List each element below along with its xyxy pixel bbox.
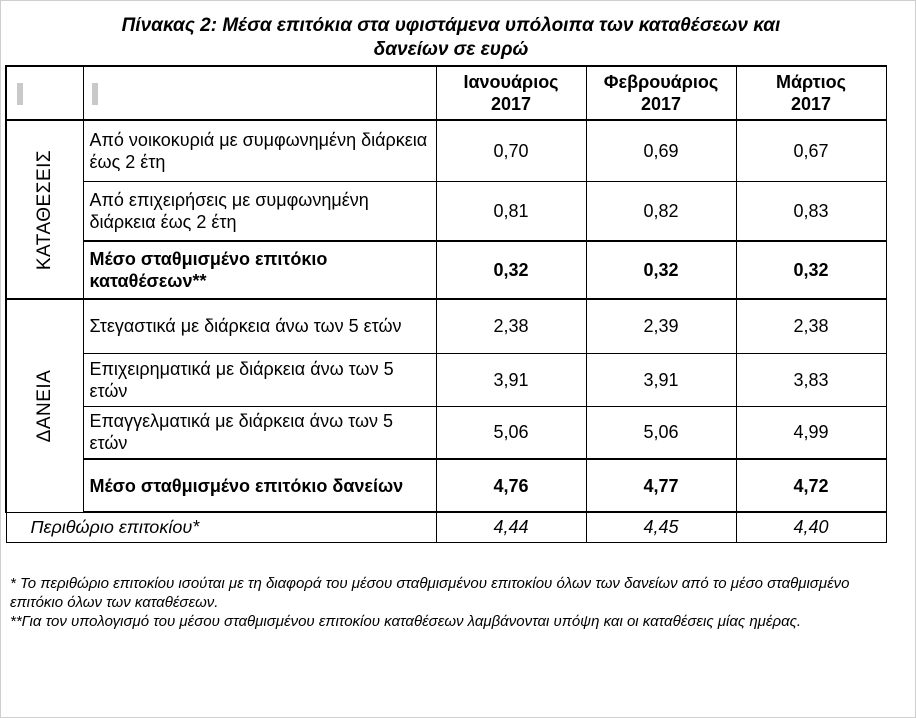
margin-row xyxy=(6,512,886,542)
category-deposits: ΚΑΤΑΘΕΣΕΙΣ xyxy=(6,120,83,299)
value-cell: 4,45 xyxy=(586,512,736,542)
table-row xyxy=(6,406,886,459)
value-cell: 4,99 xyxy=(736,406,886,459)
row-label: Μέσο σταθμισμένο επιτόκιο δανείων xyxy=(83,459,436,512)
value-cell: 5,06 xyxy=(436,406,586,459)
value-cell: 0,67 xyxy=(736,120,886,181)
value-cell: 0,70 xyxy=(436,120,586,181)
value-cell: 2,39 xyxy=(586,299,736,353)
table-row-average xyxy=(6,459,886,512)
row-label: Επιχειρηματικά με διάρκεια άνω των 5 ετών xyxy=(83,353,436,406)
placeholder-marker xyxy=(17,83,23,105)
value-cell: 0,32 xyxy=(436,241,586,299)
table-title xyxy=(0,14,902,62)
value-cell: 3,91 xyxy=(436,353,586,406)
table-row xyxy=(6,299,886,353)
value-cell: 2,38 xyxy=(436,299,586,353)
margin-label: Περιθώριο επιτοκίου* xyxy=(6,512,436,542)
value-cell: 0,32 xyxy=(736,241,886,299)
header-empty-cell-2 xyxy=(83,66,436,120)
header-row xyxy=(6,66,886,120)
col-header-feb: Φεβρουάριος 2017 xyxy=(586,66,736,120)
value-cell: 3,83 xyxy=(736,353,886,406)
value-cell: 4,40 xyxy=(736,512,886,542)
value-cell: 0,81 xyxy=(436,181,586,241)
row-label: Επαγγελματικά με διάρκεια άνω των 5 ετών xyxy=(83,406,436,459)
value-cell: 0,82 xyxy=(586,181,736,241)
title-line-1: Πίνακας 2: Μέσα επιτόκια στα υφιστάμενα υπόλοιπα των καταθέσεων και xyxy=(121,15,781,36)
category-loans: ΔΑΝΕΙΑ xyxy=(6,299,83,512)
value-cell: 0,83 xyxy=(736,181,886,241)
value-cell: 4,77 xyxy=(586,459,736,512)
value-cell: 4,44 xyxy=(436,512,586,542)
table-row xyxy=(6,120,886,181)
value-cell: 0,32 xyxy=(586,241,736,299)
rates-table-wrapper xyxy=(5,65,887,543)
row-label: Μέσο σταθμισμένο επιτόκιο καταθέσεων** xyxy=(83,241,436,299)
table-row xyxy=(6,353,886,406)
value-cell: 4,72 xyxy=(736,459,886,512)
value-cell: 0,69 xyxy=(586,120,736,181)
table-row xyxy=(6,181,886,241)
rates-table xyxy=(5,65,887,543)
title-line-2: δανείων σε ευρώ xyxy=(373,39,529,60)
table-row-average xyxy=(6,241,886,299)
footnote-margin: * Το περιθώριο επιτοκίου ισούται με τη διαφορά του μέσου σταθμισμένου επιτοκίου όλων των δανείων από το μέσο σταθμισμένο επιτόκιο όλων των καταθέσεων. xyxy=(10,575,850,611)
value-cell: 5,06 xyxy=(586,406,736,459)
row-label: Από νοικοκυριά με συμφωνημένη διάρκεια έως 2 έτη xyxy=(83,120,436,181)
value-cell: 3,91 xyxy=(586,353,736,406)
col-header-mar: Μάρτιος 2017 xyxy=(736,66,886,120)
value-cell: 2,38 xyxy=(736,299,886,353)
row-label: Από επιχειρήσεις με συμφωνημένη διάρκεια έως 2 έτη xyxy=(83,181,436,241)
col-header-jan: Ιανουάριος 2017 xyxy=(436,66,586,120)
placeholder-marker xyxy=(92,83,98,105)
header-empty-cell-1 xyxy=(6,66,83,120)
value-cell: 4,76 xyxy=(436,459,586,512)
footnote-deposits: **Για τον υπολογισμό του μέσου σταθμισμένου επιτοκίου καταθέσεων λαμβάνονται υπόψη και οι καταθέσεις μίας ημέρας. xyxy=(10,613,802,630)
row-label: Στεγαστικά με διάρκεια άνω των 5 ετών xyxy=(83,299,436,353)
footnotes xyxy=(10,574,905,631)
